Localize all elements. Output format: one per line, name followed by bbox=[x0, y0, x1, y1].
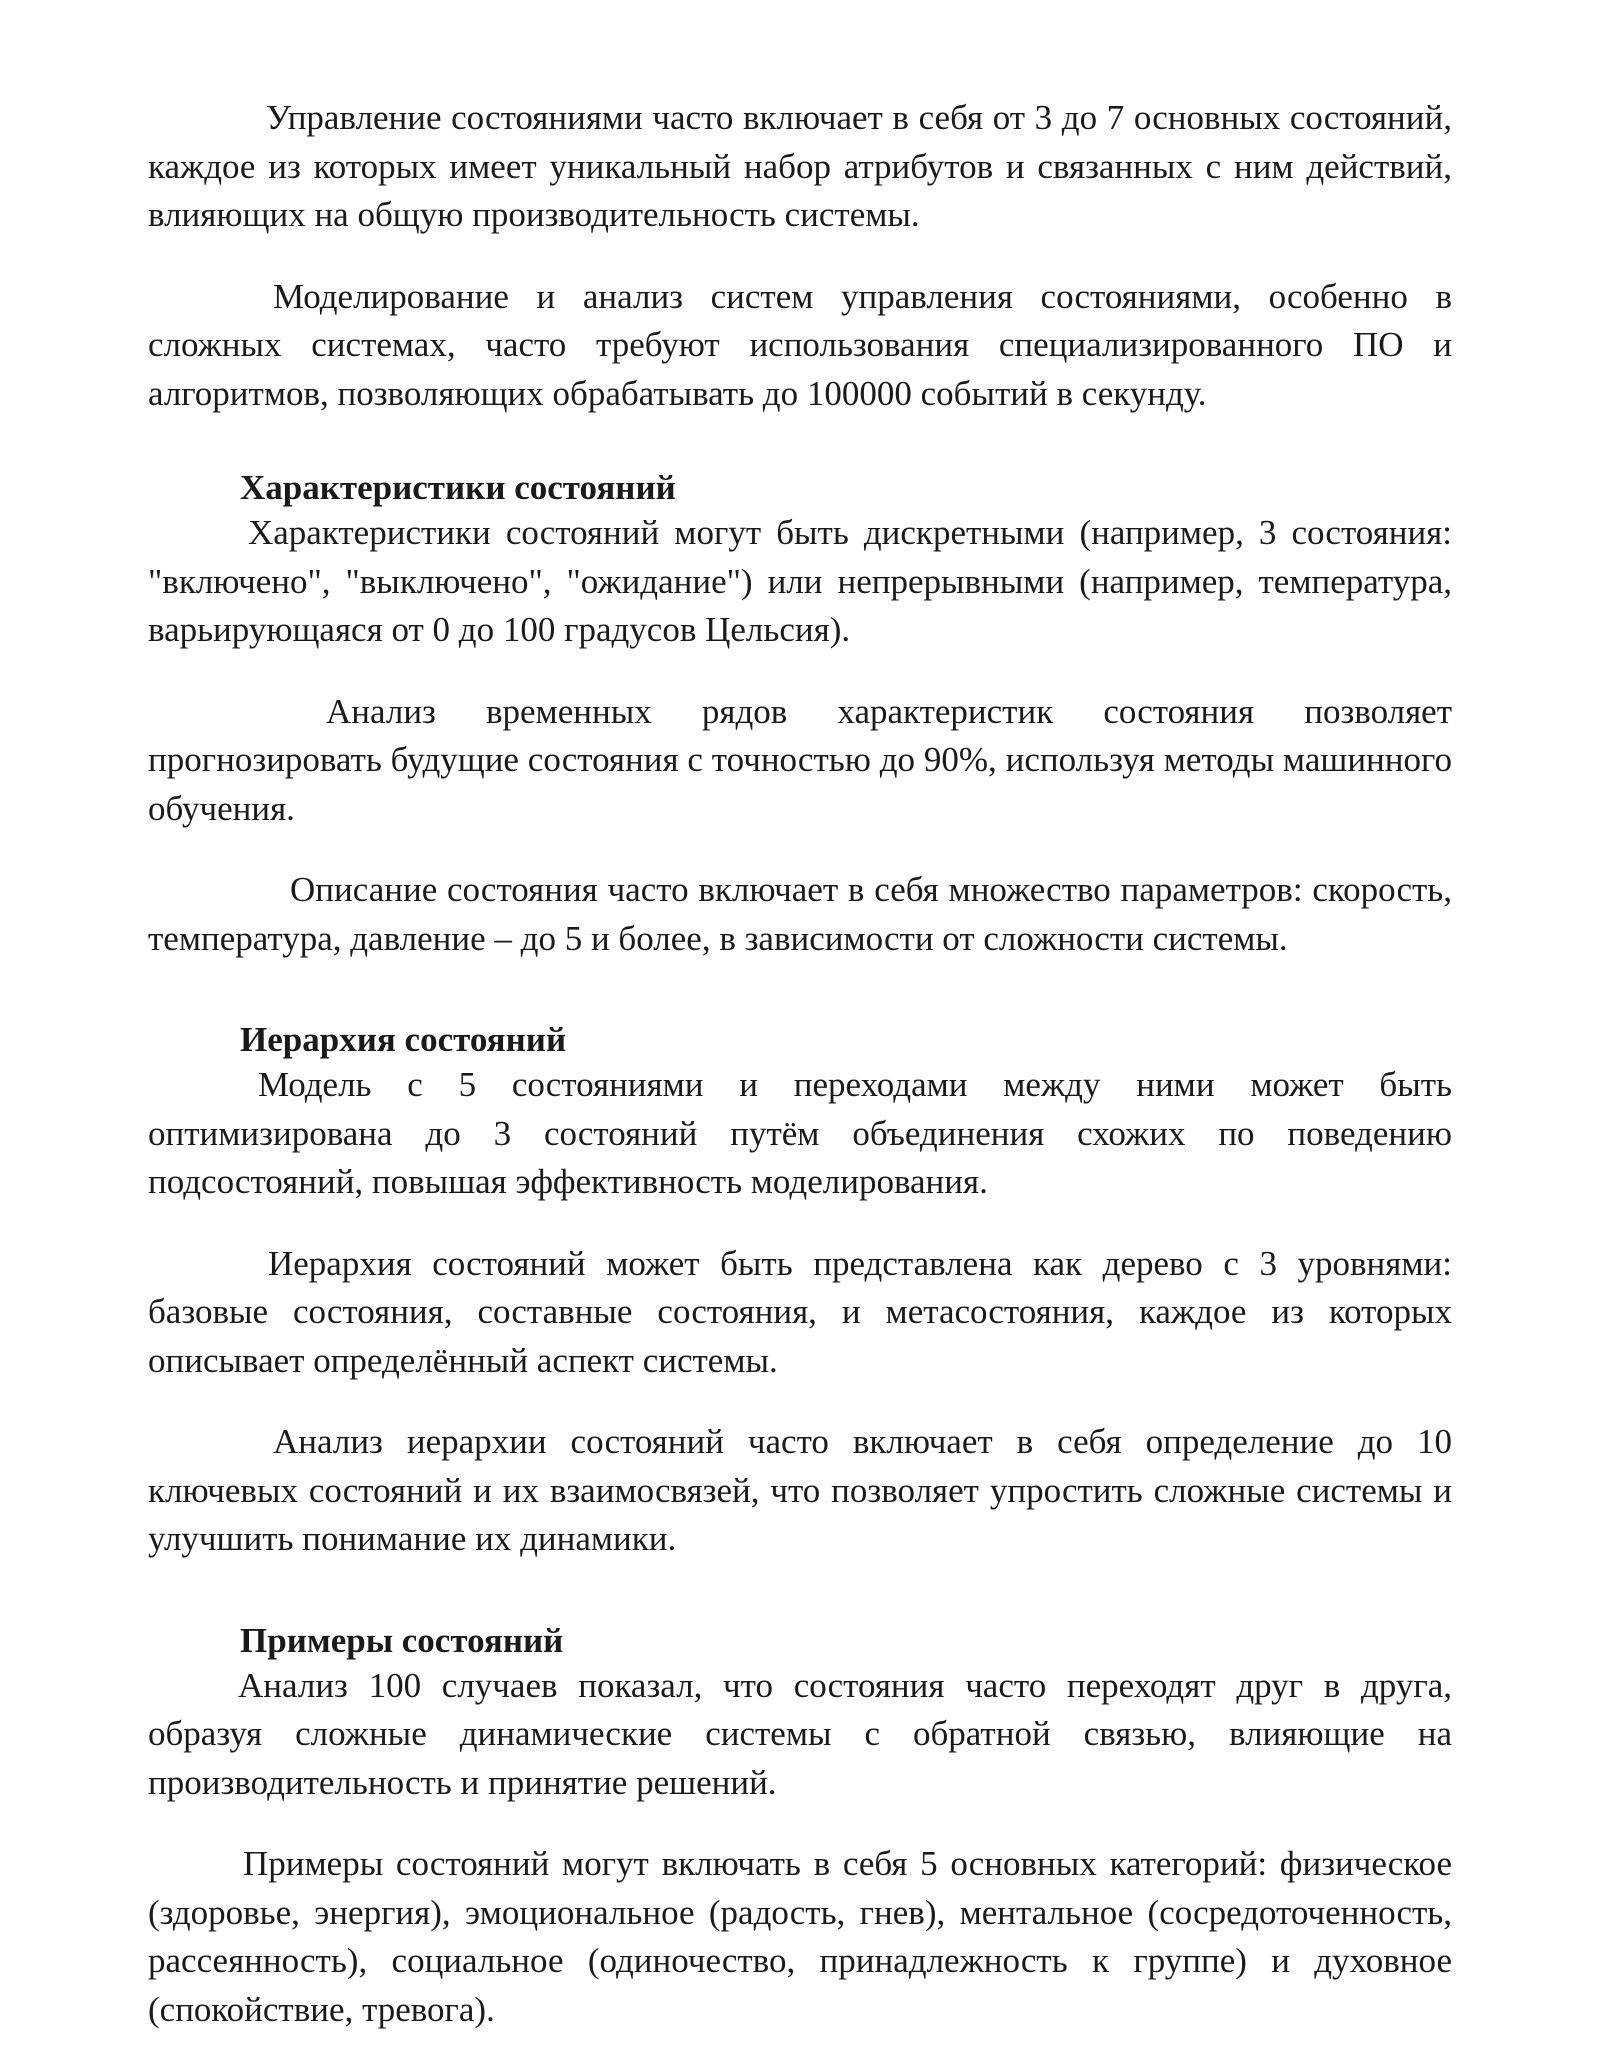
paragraph-model-optimization: Модель с 5 состояниями и переходами между ними может быть оптимизирована до 3 состояний путём объединения схожих по поведению подсостояний, повышая эффективность моделирования. bbox=[148, 1065, 1452, 1201]
section-heading-hierarchy: Иерархия состояний bbox=[240, 1020, 567, 1059]
paragraph-hierarchy-tree: Иерархия состояний может быть представлена как дерево с 3 уровнями: базовые состояния, составные состояния, и метасостояния, каждое из которых описывает определённый аспект системы. bbox=[148, 1243, 1452, 1380]
paragraph-example-categories: Примеры состояний могут включать в себя 5 основных категорий: физическое (здоровье, энергия), эмоциональное (радость, гнев), ментальное (сосредоточенность, рассеянность), социальное (одиночество, принадлежность к группе) и духовное (спокойствие, тревога). bbox=[148, 1844, 1452, 2029]
paragraph-state-management: Управление состояниями часто включает в себя от 3 до 7 основных состояний, каждое из которых имеет уникальный набор атрибутов и связанных с ним действий, влияющих на общую производительность системы. bbox=[148, 98, 1452, 234]
section-heading-characteristics: Характеристики состояний bbox=[240, 468, 676, 507]
document-page bbox=[148, 94, 1452, 2067]
paragraph-case-analysis: Анализ 100 случаев показал, что состояния часто переходят друг в друга, образуя сложные динамические системы с обратной связью, влияющие на производительность и принятие решений. bbox=[148, 1665, 1452, 1802]
paragraph-time-series: Анализ временных рядов характеристик состояния позволяет прогнозировать будущие состояния с точностью до 90%, используя методы машинного обучения. bbox=[148, 691, 1452, 828]
paragraph-hierarchy-analysis: Анализ иерархии состояний часто включает в себя определение до 10 ключевых состояний и их взаимосвязей, что позволяет упростить сложные системы и улучшить понимание их динамики. bbox=[148, 1422, 1452, 1558]
section-heading-examples: Примеры состояний bbox=[240, 1620, 564, 1660]
paragraph-modeling-analysis: Моделирование и анализ систем управления состояниями, особенно в сложных системах, часто требуют использования специализированного ПО и алгоритмов, позволяющих обрабатывать до 100000 событий в секунду. bbox=[148, 276, 1452, 413]
paragraph-state-description: Описание состояния часто включает в себя множество параметров: скорость, температура, давление – до 5 и более, в зависимости от сложности системы. bbox=[148, 870, 1452, 958]
paragraph-characteristics: Характеристики состояний могут быть дискретными (например, 3 состояния: "включено", "выключено", "ожидание") или непрерывными (например, температура, варьирующаяся от 0 до 100 градусов Цельсия). bbox=[148, 513, 1452, 649]
